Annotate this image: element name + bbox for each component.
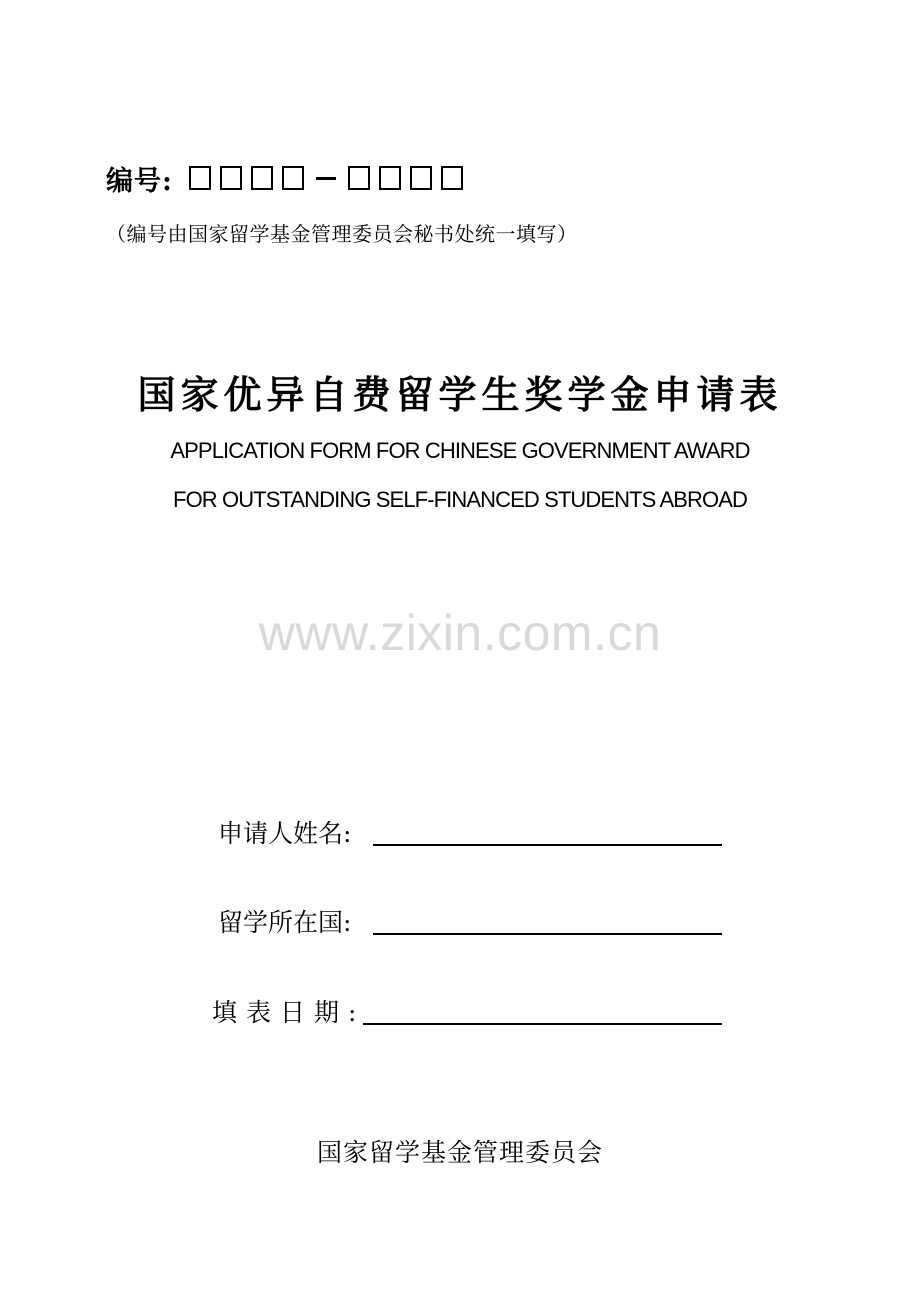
serial-digit-box[interactable] — [189, 166, 211, 190]
study-country-input-line[interactable] — [373, 933, 722, 935]
form-title-english-line1: APPLICATION FORM FOR CHINESE GOVERNMENT AWARD — [170, 438, 750, 463]
applicant-name-field — [0, 814, 920, 848]
study-country-field — [0, 903, 920, 937]
serial-digit-box[interactable] — [220, 166, 242, 190]
serial-digit-box[interactable] — [410, 166, 432, 190]
fill-date-input-line[interactable] — [363, 1023, 722, 1025]
serial-number-row — [106, 160, 472, 196]
serial-box-group-second — [348, 166, 472, 190]
applicant-name-input-line[interactable] — [373, 844, 722, 846]
applicant-name-label: 申请人姓名: — [218, 819, 352, 848]
serial-digit-box[interactable] — [282, 166, 304, 190]
site-watermark: www.zixin.com.cn — [258, 605, 662, 661]
fill-date-label: 填表日期: — [212, 998, 366, 1027]
form-title-chinese: 国家优异自费留学生奖学金申请表 — [137, 373, 783, 417]
issuing-organization: 国家留学基金管理委员会 — [316, 1138, 603, 1167]
serial-digit-box[interactable] — [251, 166, 273, 190]
serial-separator-dash — [316, 177, 336, 180]
serial-digit-box[interactable] — [441, 166, 463, 190]
serial-digit-box[interactable] — [379, 166, 401, 190]
form-title-english-line2: FOR OUTSTANDING SELF-FINANCED STUDENTS ABROAD — [173, 487, 747, 512]
serial-digit-box[interactable] — [348, 166, 370, 190]
fill-date-field — [0, 993, 920, 1027]
serial-box-group-first — [189, 166, 313, 190]
serial-number-label: 编号: — [106, 165, 173, 197]
serial-number-note: （编号由国家留学基金管理委员会秘书处统一填写） — [106, 222, 578, 246]
study-country-label: 留学所在国: — [218, 908, 352, 937]
